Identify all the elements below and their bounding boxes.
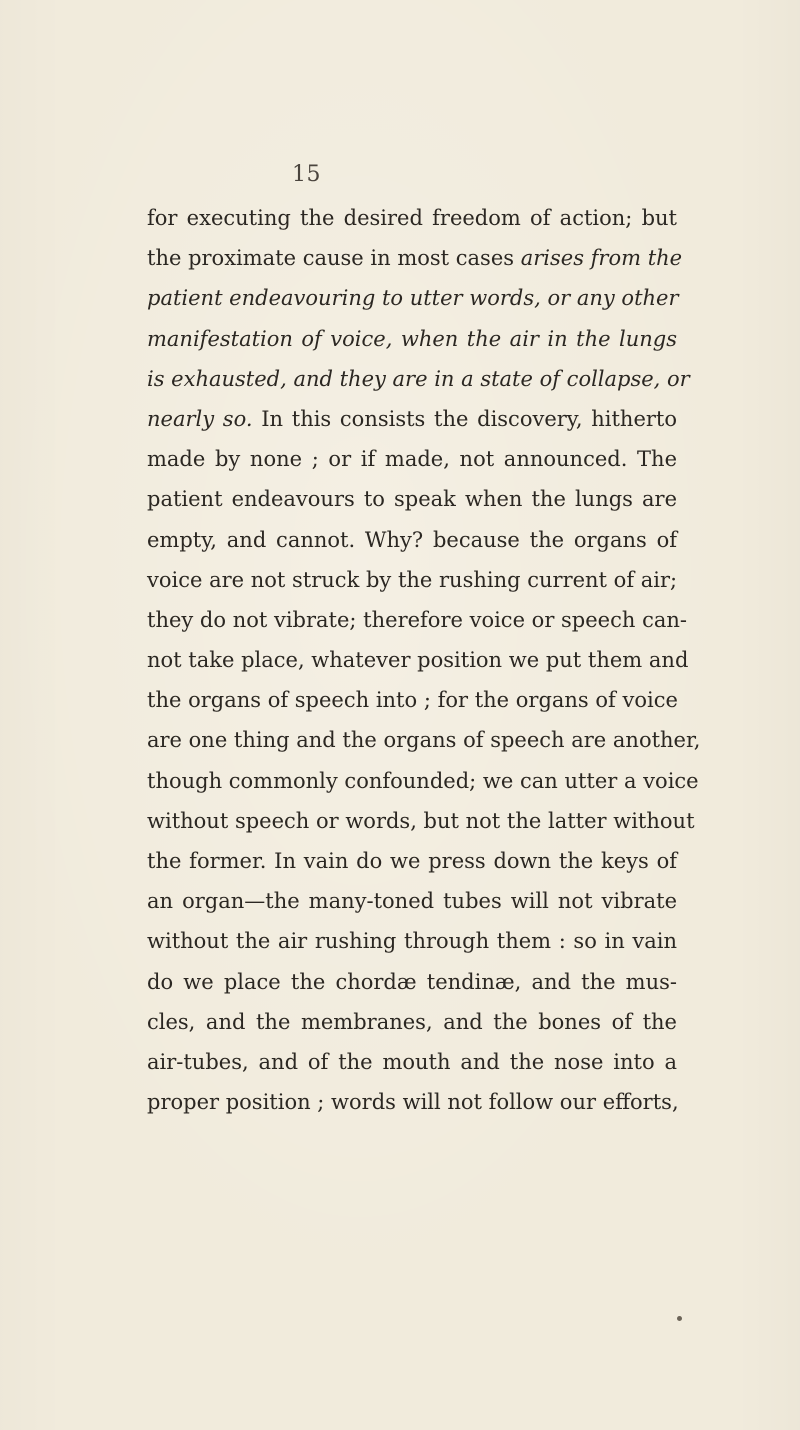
text-segment: are one thing and the organs of speech are another, [147,728,701,753]
text-line [147,479,677,519]
text-segment: cles, and the membranes, and the bones of the [147,1009,677,1034]
text-segment: without the air rushing through them : so in vain [147,929,677,954]
text-line [147,962,677,1002]
text-line [147,1082,677,1122]
text-line [147,680,677,720]
italic-text-segment: patient endeavouring to utter words, or any other [147,286,679,311]
text-line [147,198,677,238]
text-line [147,359,690,399]
text-line [147,439,677,479]
text-line [147,319,677,359]
text-segment: proper position ; words will not follow our efforts, [147,1090,679,1115]
text-line [147,720,701,760]
body-text [147,198,701,1122]
italic-text-segment: is exhausted, and they are in a state of collapse, or [147,366,690,391]
text-line [147,761,699,801]
text-line [147,1042,677,1082]
text-segment: empty, and cannot. Why? because the organs of [147,527,677,552]
text-line [147,801,695,841]
text-line [147,841,677,881]
text-line [147,560,677,600]
text-segment: not take place, whatever position we put them and [147,648,689,673]
text-line [147,238,683,278]
text-segment: In this consists the discovery, hitherto [252,406,678,431]
text-segment: without speech or words, but not the latter without [147,808,695,833]
page-number: 15 [292,162,321,187]
text-segment: patient endeavours to speak when the lungs are [147,487,677,512]
text-line [147,921,677,961]
text-segment: made by none ; or if made, not announced. The [147,447,677,472]
italic-text-segment: nearly so. [147,406,253,431]
text-line [147,640,689,680]
text-segment: though commonly confounded; we can utter a voice [147,768,699,793]
text-line [147,278,677,318]
text-line [147,399,677,439]
text-segment: for executing the desired freedom of action; but [147,206,677,230]
ink-speck [677,1316,682,1321]
italic-text-segment: arises from the [520,246,683,271]
text-segment: air-tubes, and of the mouth and the nose into a [147,1049,677,1074]
text-segment: do we place the chordæ tendinæ, and the mus- [147,969,677,994]
text-segment: the proximate cause in most cases [147,246,521,271]
text-line [147,520,677,560]
text-segment: voice are not struck by the rushing current of air; [147,567,678,592]
text-line [147,600,687,640]
text-segment: the former. In vain do we press down the keys of [147,849,677,873]
text-line [147,1002,677,1042]
italic-text-segment: manifestation of voice, when the air in the lungs [147,326,677,351]
text-segment: the organs of speech into ; for the organs of voice [147,688,678,713]
text-line [147,881,677,921]
text-segment: an organ—the many-toned tubes will not vibrate [147,889,677,914]
text-segment: they do not vibrate; therefore voice or speech can- [147,607,687,632]
